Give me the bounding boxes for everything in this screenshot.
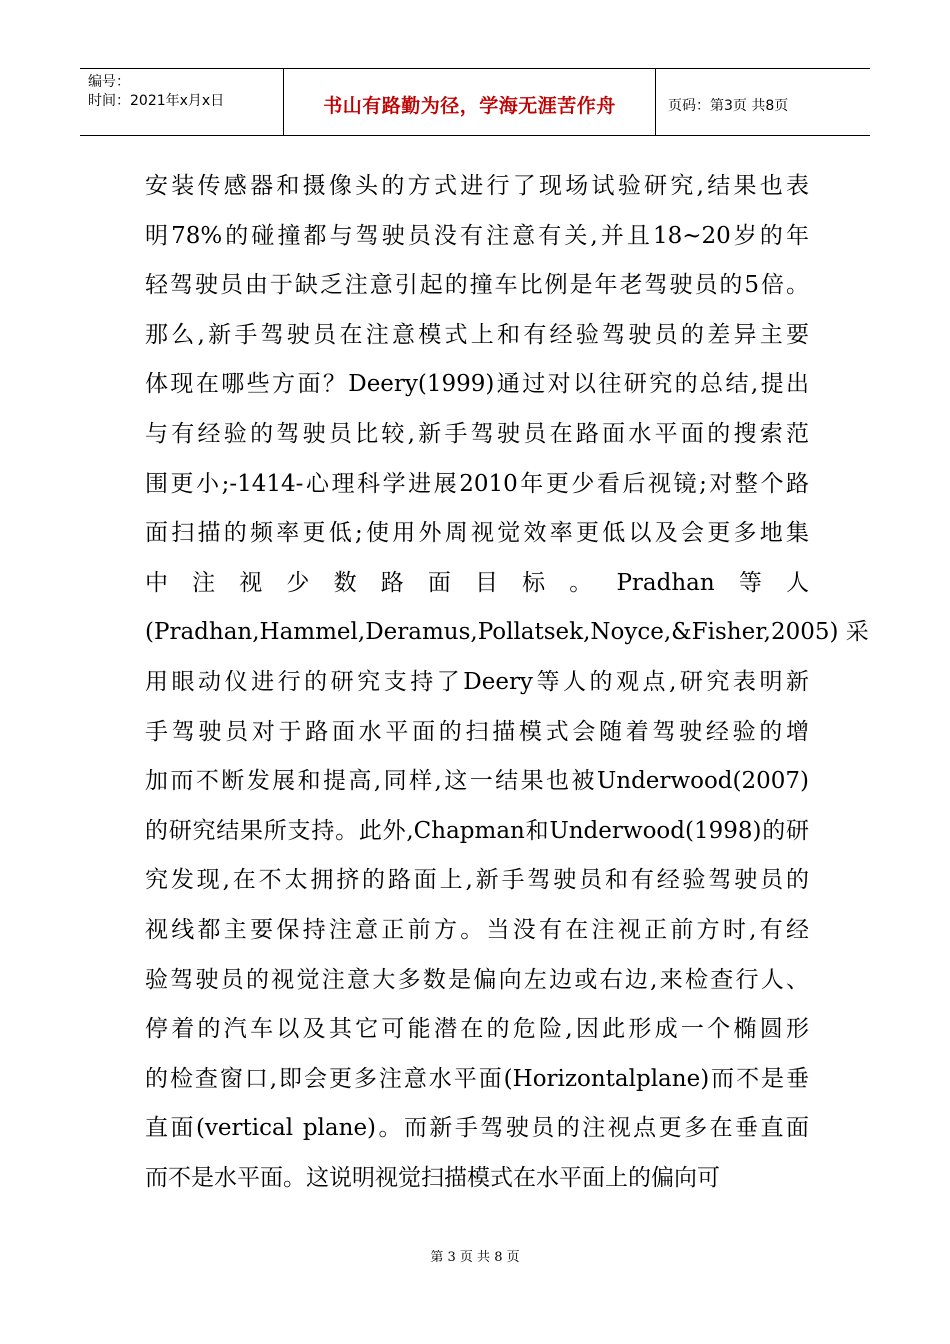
- header-page-label: 页码：第3页 共8页: [668, 98, 789, 114]
- body-line: 停着的汽车以及其它可能潜在的危险,因此形成一个椭圆形: [145, 1016, 809, 1043]
- body-line: 轻驾驶员由于缺乏注意引起的撞车比例是年老驾驶员的5倍。: [145, 272, 809, 299]
- header-motto: 书山有路勤为径，学海无涯苦作舟: [323, 95, 616, 117]
- header-meta: [88, 73, 284, 111]
- body-line: (Pradhan,Hammel,Deramus,Pollatsek,Noyce,&Fisher,2005) 采: [145, 619, 869, 646]
- body-line: 中注视少数路面目标。Pradhan等人: [145, 569, 809, 596]
- header-time-label: 时间：2021年x月x日: [88, 93, 225, 109]
- body-line: 面扫描的频率更低;使用外周视觉效率更低以及会更多地集: [145, 520, 809, 547]
- body-line: 围更小;-1414-心理科学进展2010年更少看后视镜;对整个路: [145, 470, 809, 497]
- body-line: 手驾驶员对于路面水平面的扫描模式会随着驾驶经验的增: [145, 718, 809, 745]
- body-line: 与有经验的驾驶员比较,新手驾驶员在路面水平面的搜索范: [145, 420, 809, 447]
- body-line: 究发现,在不太拥挤的路面上,新手驾驶员和有经验驾驶员的: [145, 867, 809, 894]
- body-line: 明78%的碰撞都与驾驶员没有注意有关,并且18~20岁的年: [145, 222, 809, 249]
- body-line: 安装传感器和摄像头的方式进行了现场试验研究,结果也表: [145, 173, 809, 199]
- body-line: 用眼动仪进行的研究支持了Deery等人的观点,研究表明新: [145, 668, 809, 695]
- body-line: 体现在哪些方面？Deery(1999)通过对以往研究的总结,提出: [145, 371, 809, 398]
- header-number-label: 编号：: [88, 74, 130, 90]
- body-line: 直面(vertical plane)。而新手驾驶员的注视点更多在垂直面: [145, 1115, 809, 1142]
- body-line: 而不是水平面。这说明视觉扫描模式在水平面上的偏向可: [145, 1164, 720, 1191]
- body-line: 那么,新手驾驶员在注意模式上和有经验驾驶员的差异主要: [145, 321, 809, 348]
- body-line: 加而不断发展和提高,同样,这一结果也被Underwood(2007): [145, 768, 809, 795]
- body-line: 的研究结果所支持。此外,Chapman和Underwood(1998)的研: [145, 817, 809, 844]
- header-divider: [655, 69, 656, 135]
- body-line: 验驾驶员的视觉注意大多数是偏向左边或右边,来检查行人、: [145, 966, 809, 993]
- body-text: [145, 162, 869, 1203]
- page-header: [80, 68, 870, 136]
- body-line: 的检查窗口,即会更多注意水平面(Horizontalplane)而不是垂: [145, 1065, 809, 1092]
- page-footer: 第 3 页 共 8 页: [430, 1250, 520, 1265]
- body-line: 视线都主要保持注意正前方。当没有在注视正前方时,有经: [145, 916, 809, 943]
